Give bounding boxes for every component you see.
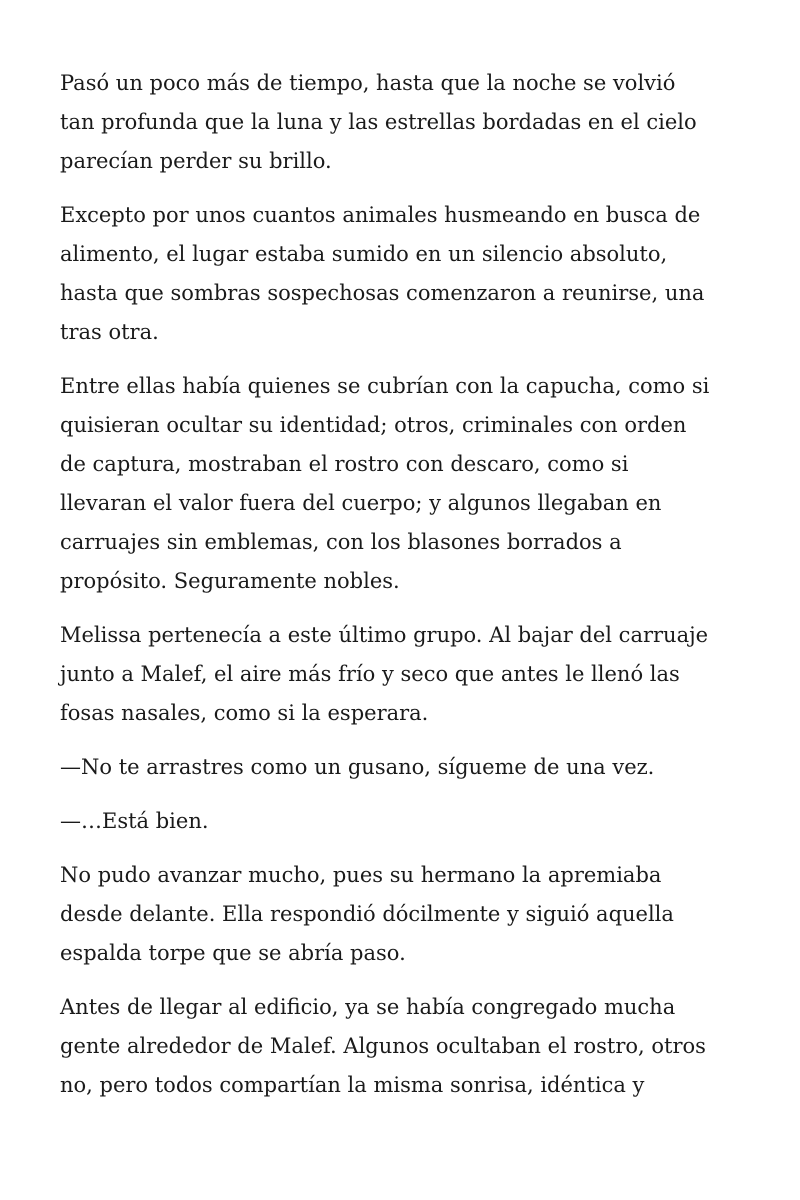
dialogue-line-1: —No te arrastres como un gusano, sígueme de una vez.: [60, 755, 655, 779]
paragraph-1: Pasó un poco más de tiempo, hasta que la noche se volvió tan profunda que la luna y las estrellas bordadas en el cielo parecían perder su brillo.: [60, 71, 697, 173]
paragraph-3: Entre ellas había quienes se cubrían con la capucha, como si quisieran ocultar su identidad; otros, criminales con orden de captura, mostraban el rostro con descaro, como si llevaran el valor fuera del cuerpo; y algunos llegaban en carruajes sin emblemas, con los blasones borrados a propósito. Seguramente nobles.: [60, 374, 710, 593]
paragraph-2: Excepto por unos cuantos animales husmeando en busca de alimento, el lugar estaba sumido en un silencio absoluto, hasta que sombras sospechosas comenzaron a reunirse, una tras otra.: [60, 203, 705, 344]
paragraph-6: Antes de llegar al edificio, ya se había congregado mucha gente alrededor de Malef. Algunos ocultaban el rostro, otros no, pero todos compartían la misma sonrisa, idéntica y: [60, 995, 706, 1097]
text-column: [60, 64, 760, 1120]
dialogue-line-2: —…Está bien.: [60, 809, 209, 833]
paragraph-5: No pudo avanzar mucho, pues su hermano la apremiaba desde delante. Ella respondió dócilmente y siguió aquella espalda torpe que se abría paso.: [60, 863, 674, 965]
paragraph-4: Melissa pertenecía a este último grupo. Al bajar del carruaje junto a Malef, el aire más frío y seco que antes le llenó las fosas nasales, como si la esperara.: [60, 623, 709, 725]
